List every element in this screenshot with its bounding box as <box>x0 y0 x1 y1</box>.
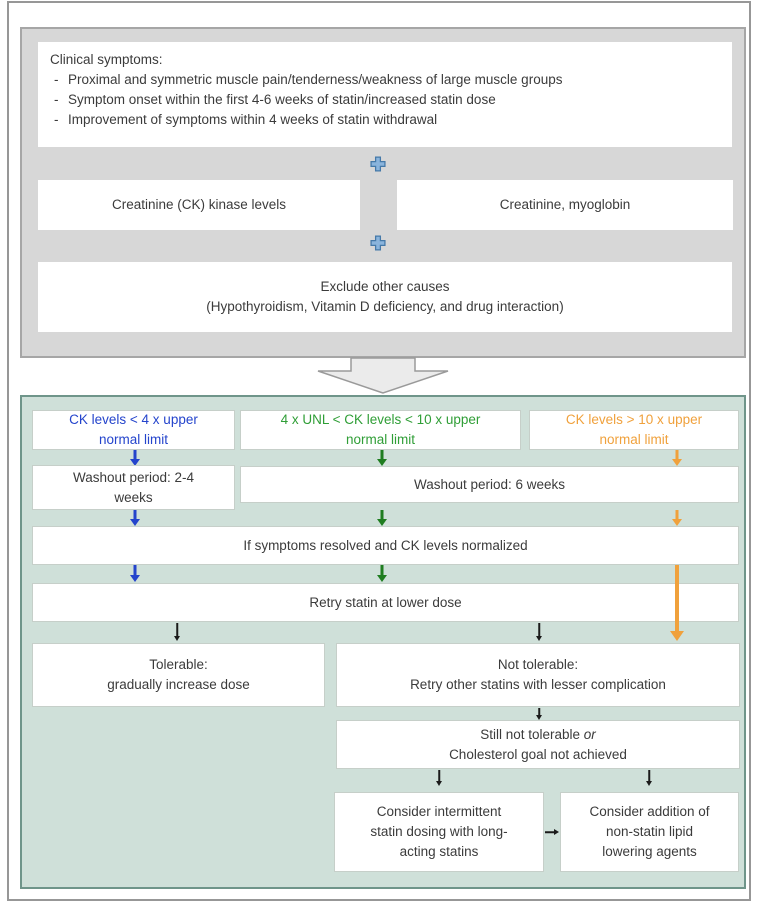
down-arrow-orange-icon <box>670 510 684 526</box>
symptom-bullet: - Improvement of symptoms within 4 weeks of statin withdrawal <box>50 110 720 130</box>
down-arrow-blue-icon <box>128 450 142 466</box>
ck-levels-box: Creatinine (CK) kinase levels <box>38 180 360 230</box>
not-tolerable-box: Not tolerable: Retry other statins with lesser complication <box>336 643 740 707</box>
down-arrow-black-icon <box>534 708 544 720</box>
clinical-symptoms-title: Clinical symptoms: <box>50 52 163 67</box>
bullet-dash: - <box>54 72 59 87</box>
retry-lower-dose-box: Retry statin at lower dose <box>32 583 739 622</box>
big-down-arrow-icon <box>317 357 449 394</box>
plus-icon <box>370 235 386 251</box>
down-arrow-green-icon <box>375 450 389 466</box>
clinical-symptoms-box <box>38 42 732 147</box>
down-arrow-blue-icon <box>128 510 142 526</box>
diagnosis-panel <box>20 27 746 358</box>
symptom-bullet: - Symptom onset within the first 4-6 weeks of statin/increased statin dose <box>50 90 720 110</box>
down-arrow-black-icon <box>172 623 182 641</box>
washout-6-weeks-box: Washout period: 6 weeks <box>240 466 739 503</box>
non-statin-agents-box: Consider addition of non-statin lipid lowering agents <box>560 792 739 872</box>
symptoms-resolved-box: If symptoms resolved and CK levels normalized <box>32 526 739 565</box>
washout-2-4-weeks-box: Washout period: 2-4 weeks <box>32 465 235 510</box>
down-arrow-green-icon <box>375 565 389 582</box>
long-down-arrow-orange-icon <box>669 565 685 641</box>
tolerable-box: Tolerable: gradually increase dose <box>32 643 325 707</box>
down-arrow-green-icon <box>375 510 389 526</box>
down-arrow-orange-icon <box>670 450 684 466</box>
right-arrow-black-icon <box>545 827 559 837</box>
management-panel <box>20 395 746 889</box>
bullet-dash: - <box>54 92 59 107</box>
creatinine-myoglobin-box: Creatinine, myoglobin <box>397 180 733 230</box>
down-arrow-blue-icon <box>128 565 142 582</box>
still-not-tolerable-box: Still not tolerable or Cholesterol goal not achieved <box>336 720 740 769</box>
branch-ck-low-box: CK levels < 4 x upper normal limit <box>32 410 235 450</box>
bullet-dash: - <box>54 112 59 127</box>
exclude-other-causes-box: Exclude other causes (Hypothyroidism, Vitamin D deficiency, and drug interaction) <box>38 262 732 332</box>
down-arrow-black-icon <box>434 770 444 786</box>
branch-ck-mid-box: 4 x UNL < CK levels < 10 x upper normal limit <box>240 410 521 450</box>
branch-ck-high-box: CK levels > 10 x upper normal limit <box>529 410 739 450</box>
plus-icon <box>370 156 386 172</box>
down-arrow-black-icon <box>644 770 654 786</box>
intermittent-dosing-box: Consider intermittent statin dosing with long- acting statins <box>334 792 544 872</box>
symptom-bullet: - Proximal and symmetric muscle pain/tenderness/weakness of large muscle groups <box>50 70 720 90</box>
down-arrow-black-icon <box>534 623 544 641</box>
